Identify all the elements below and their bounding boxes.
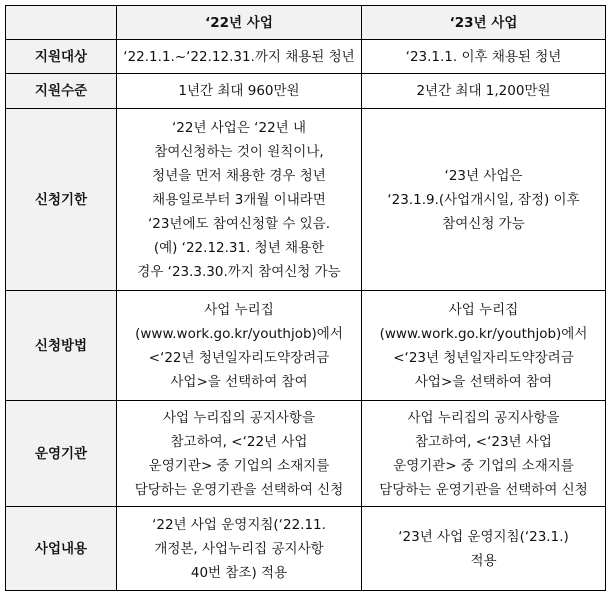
cell-line: (www.work.go.kr/youthjob)에서 (135, 325, 343, 342)
row-label: 신청방법 (6, 291, 117, 401)
cell-2023 (362, 401, 606, 507)
cell-line: <‘22년 청년일자리도약장려금 (148, 349, 330, 366)
cell-line: 1년간 최대 960만원 (178, 83, 300, 99)
cell-line: 사업 누리집 (204, 301, 274, 318)
cell-2022 (117, 74, 362, 109)
cell-line: ‘23년 사업 운영지침(‘23.1.) (398, 528, 569, 545)
row-label: 지원수준 (6, 74, 117, 109)
table-row (6, 401, 606, 507)
cell-line: 참여신청 가능 (442, 215, 525, 232)
cell-line: 담당하는 운영기관을 선택하여 신청 (134, 481, 344, 498)
cell-line: 담당하는 운영기관을 선택하여 신청 (379, 481, 588, 498)
cell-2022 (117, 507, 362, 591)
cell-line: 참여신청하는 것이 원칙이나, (154, 143, 324, 160)
cell-line: ‘23년 사업은 (444, 167, 523, 184)
cell-line: (예) ‘22.12.31. 청년 채용한 (153, 239, 325, 256)
cell-line: ‘22년 사업 운영지침(‘22.11. (152, 516, 326, 533)
cell-line: <‘23년 청년일자리도약장려금 (393, 349, 574, 366)
cell-line: 채용일로부터 3개월 이내라면 (152, 191, 326, 208)
cell-line: 참고하여, <‘23년 사업 (415, 433, 552, 450)
cell-line: 청년을 먼저 채용한 경우 청년 (152, 167, 326, 184)
table-row (6, 291, 606, 401)
cell-2023 (362, 40, 606, 74)
row-label: 사업내용 (6, 507, 117, 591)
header-2022: ‘22년 사업 (117, 6, 362, 40)
cell-line: 사업>을 선택하여 참여 (414, 373, 553, 390)
cell-line: ‘22년 사업은 ‘22년 내 (171, 119, 307, 136)
cell-line: 적용 (470, 552, 497, 569)
table-row (6, 109, 606, 291)
row-label: 신청기한 (6, 109, 117, 291)
cell-line: 사업>을 선택하여 참여 (170, 373, 308, 390)
cell-line: 사업 누리집의 공지사항을 (162, 409, 316, 426)
cell-2023 (362, 507, 606, 591)
row-label: 운영기관 (6, 401, 117, 507)
cell-line: 40번 참조) 적용 (190, 564, 288, 581)
cell-line: 사업 누리집의 공지사항을 (407, 409, 560, 426)
cell-2022 (117, 291, 362, 401)
cell-line: ‘23.1.1. 이후 채용된 청년 (405, 48, 562, 65)
table-row (6, 40, 606, 74)
comparison-table (5, 5, 606, 591)
table-row (6, 507, 606, 591)
cell-2022 (117, 401, 362, 507)
cell-2022 (117, 40, 362, 74)
cell-line: 사업 누리집 (448, 301, 519, 318)
cell-line: 개정본, 사업누리집 공지사항 (154, 540, 324, 557)
cell-line: 운영기관> 중 기업의 소재지를 (148, 457, 330, 474)
cell-line: 2년간 최대 1,200만원 (416, 83, 551, 99)
cell-line: 경우 ‘23.3.30.까지 참여신청 가능 (137, 263, 341, 280)
cell-line: ‘23년에도 참여신청할 수 있음. (147, 215, 331, 232)
cell-line: (www.work.go.kr/youthjob)에서 (379, 325, 588, 342)
header-row (6, 6, 606, 40)
table-row (6, 74, 606, 109)
cell-line: ‘23.1.9.(사업개시일, 잠정) 이후 (387, 191, 580, 208)
header-corner (6, 6, 117, 40)
cell-2022 (117, 109, 362, 291)
cell-2023 (362, 291, 606, 401)
cell-2023 (362, 74, 606, 109)
row-label: 지원대상 (6, 40, 117, 74)
table-body (6, 40, 606, 591)
cell-line: ‘22.1.1.~‘22.12.31.까지 채용된 청년 (123, 48, 355, 65)
cell-line: 참고하여, <‘22년 사업 (170, 433, 308, 450)
cell-2023 (362, 109, 606, 291)
cell-line: 운영기관> 중 기업의 소재지를 (393, 457, 574, 474)
header-2023: ‘23년 사업 (362, 6, 606, 40)
